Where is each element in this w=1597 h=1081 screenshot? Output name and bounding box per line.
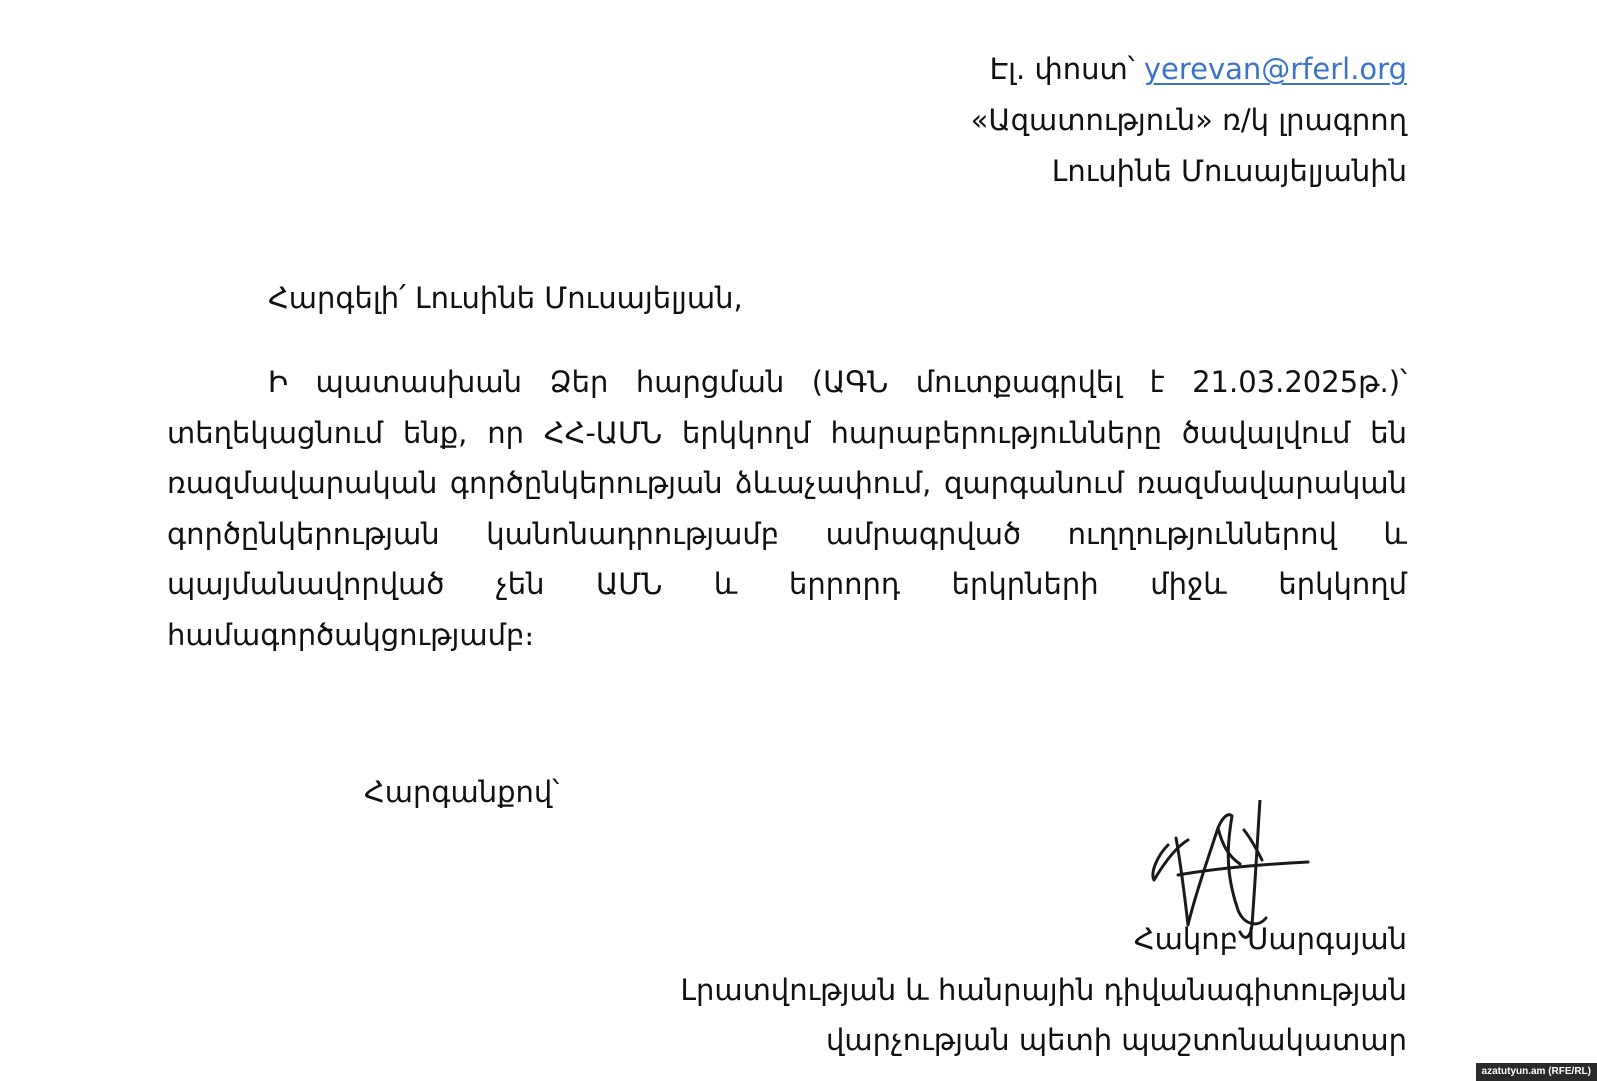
body-line: տեղեկացնում ենք, որ ՀՀ-ԱՄՆ երկկողմ հարաբերությունները ծավալվում են xyxy=(167,415,1407,450)
body-line: ռազմավարական գործընկերության ձևաչափում, զարգանում ռազմավարական xyxy=(167,466,1407,500)
addressee-name: Լուսինե Մուսայելյանին xyxy=(1051,154,1407,188)
closing: Հարգանքով՝ xyxy=(364,775,560,809)
signatory-block xyxy=(680,914,1407,1066)
body-line: Ի պատասխան Ձեր հարցման (ԱԳՆ մուտքագրվել է 21.03.2025թ.)՝ xyxy=(268,365,1407,399)
email-label: Էլ. փոստ՝ xyxy=(989,52,1144,86)
body-line: համագործակցությամբ։ xyxy=(167,617,535,652)
signatory-title-line: վարչության պետի պաշտոնակատար xyxy=(825,1023,1407,1057)
signatory-title-line: Լրատվության և հանրային դիվանագիտության xyxy=(680,972,1407,1007)
body-line: պայմանավորված չեն ԱՄՆ և երրորդ երկրների միջև երկկողմ xyxy=(167,567,1407,601)
addressee-block xyxy=(971,44,1407,197)
photo-credit: azatutyun.am (RFE/RL) xyxy=(1476,1063,1597,1081)
letter-body xyxy=(167,357,1407,660)
signatory-name: Հակոբ Սարգսյան xyxy=(1133,922,1407,956)
email-link[interactable]: yerevan@rferl.org xyxy=(1143,52,1407,86)
email-line xyxy=(971,44,1407,95)
salutation: Հարգելի՛ Լուսինե Մուսայելյան, xyxy=(268,281,743,315)
body-line: գործընկերության կանոնադրությամբ ամրագրված ուղղություններով և xyxy=(167,516,1407,551)
addressee-position: «Ազատություն» ռ/կ լրագրող xyxy=(970,103,1407,137)
